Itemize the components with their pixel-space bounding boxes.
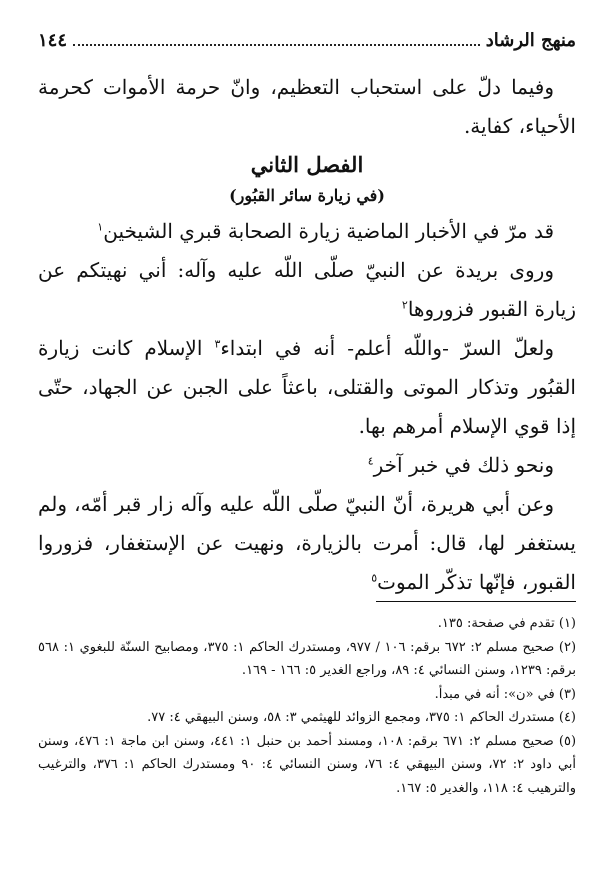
footnote-ref-3: ٣ [214, 337, 221, 351]
paragraph-intro: وفيما دلّ على استحباب التعظيم، وانّ حرمة الأموات كحرمة الأحياء، كفاية. [38, 75, 576, 138]
paragraph-reason-part2: الإسلام كانت زيارة القبُور وتذكار الموتى والقتلى، باعثاً على الجبن عن الجهاد، حتّى إذا قوي الإسلام أمرهم بها. [38, 336, 576, 438]
paragraph-visits [38, 212, 576, 251]
page-number: ١٤٤ [38, 29, 68, 51]
paragraph-similar-text: ونحو ذلك في خبر آخر [373, 453, 554, 477]
main-text [38, 68, 576, 602]
chapter-title: الفصل الثاني [250, 152, 364, 177]
footnote-divider [376, 601, 576, 602]
footnote-3: (٣) في «ن»: أنه في مبدأ. [434, 686, 576, 702]
paragraph-reason-part1: ولعلّ السرّ -واللّه أعلم- أنه في ابتداء [220, 336, 554, 360]
paragraph-similar [38, 446, 576, 485]
paragraph-abu-huraira-text: وعن أبي هريرة، أنّ النبيّ صلّى اللّه عليه وآله زار قبر أمّه، ولم يستغفر لها، قال: أمرت بالزيارة، ونهيت عن الإستغفار، فزوروا القبور، فإنّها تذكّر الموت [38, 492, 576, 594]
footnote-5: (٥) صحيح مسلم ٢: ٦٧١ برقم: ١٠٨، ومسند أحمد بن حنبل ١: ٤٤١، وسنن ابن ماجة ١: ٤٧٦، وسنن أبي داود ٢: ٧٢، وسنن البيهقي ٤: ٧٦، وسنن النسائي ٤: ٩٠ ومستدرك الحاكم ١: ٣٧٦، والترغيب والترهيب ٤: ١١٨، والغدير ٥: ١٦٧. [38, 733, 577, 796]
footnote-2: (٢) صحيح مسلم ٢: ٦٧٢ برقم: ١٠٦ / ٩٧٧، ومستدرك الحاكم ١: ٣٧٥، ومصابيح السنّة للبغوي ١: ٥٦٨ برقم: ١٢٣٩، وسنن النسائي ٤: ٨٩، وراجع الغدير ٥: ١٦٦ - ١٦٩. [38, 639, 577, 678]
paragraph-visits-text: قد مرّ في الأخبار الماضية زيارة الصحابة قبري الشيخين [103, 219, 554, 243]
paragraph-buraida [38, 251, 576, 329]
footnote-ref-5: ٥ [371, 571, 378, 585]
footnote-1: (١) تقدم في صفحة: ١٣٥. [437, 616, 576, 631]
footnote-ref-1: ١ [97, 220, 104, 234]
header-dot-leader [73, 34, 480, 46]
running-header [38, 28, 576, 52]
footnote-4: (٤) مستدرك الحاكم ١: ٣٧٥، ومجمع الزوائد للهيثمي ٣: ٥٨، وسنن البيهقي ٤: ٧٧. [147, 710, 576, 725]
book-title: منهج الرشاد [485, 29, 576, 51]
chapter-subtitle: (في زيارة سائر القبُور) [229, 186, 385, 205]
paragraph-reason [38, 329, 576, 446]
paragraph-abu-huraira [38, 485, 576, 602]
footnote-ref-4: ٤ [367, 454, 374, 468]
paragraph-buraida-text: وروى بريدة عن النبيّ صلّى اللّه عليه وآله: أني نهيتكم عن زيارة القبور فزوروها [38, 258, 576, 321]
footnote-ref-2: ٢ [401, 298, 408, 312]
footnotes [38, 612, 576, 800]
